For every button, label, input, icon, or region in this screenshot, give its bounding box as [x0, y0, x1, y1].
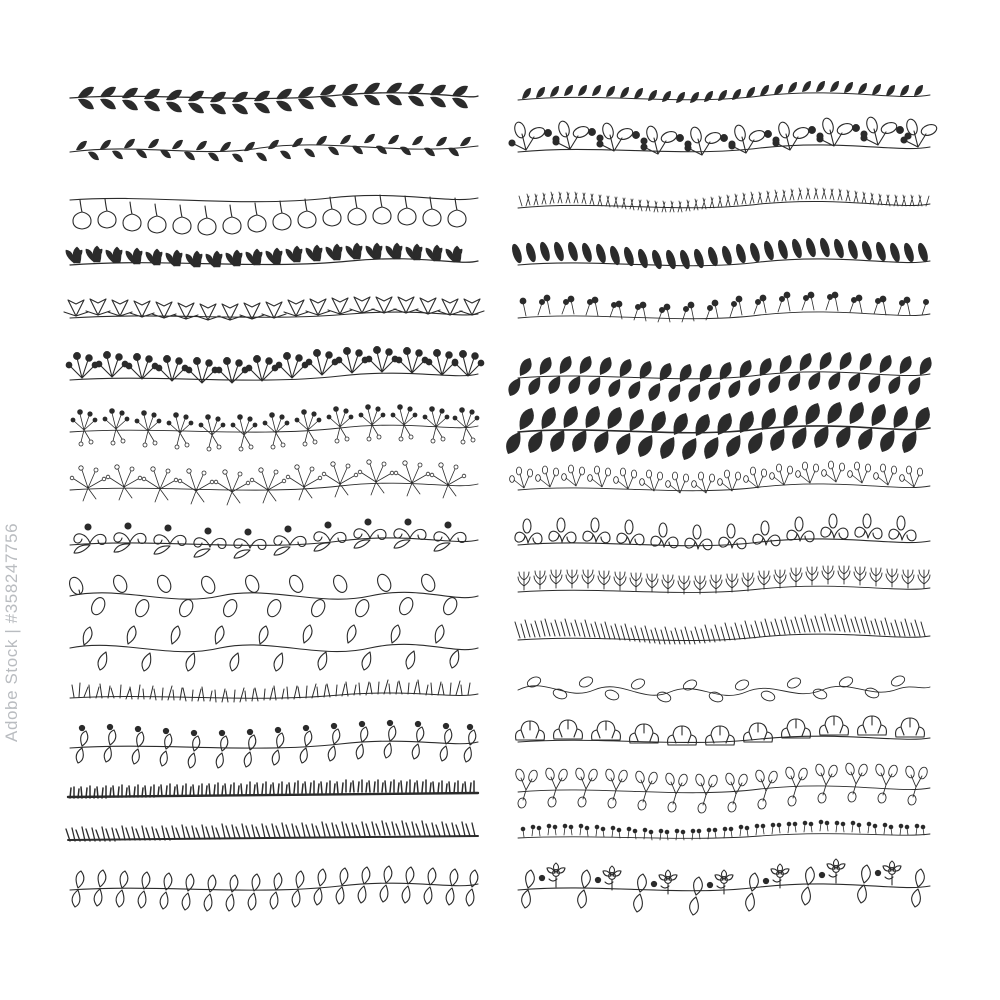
border-scalloped-flower-border	[516, 716, 930, 745]
border-teardrop-leaf-vine	[70, 625, 478, 671]
border-loop-bud-branch	[515, 514, 930, 550]
border-rounded-leaf-vine	[67, 572, 478, 619]
border-berry-cluster-branch	[66, 347, 484, 383]
border-feathered-fern-line	[518, 188, 930, 212]
border-heart-leaf-vine	[70, 195, 478, 235]
border-mixed-flower-leaf-garland	[518, 859, 930, 915]
border-curly-tendril-leaf-vine	[70, 519, 478, 558]
border-curled-vine-line	[518, 674, 930, 704]
border-bold-filled-leaf-chain	[506, 402, 930, 460]
border-small-berry-sprig-row	[70, 405, 479, 451]
border-feather-hatch-line	[66, 821, 478, 841]
border-filled-leaf-chain	[508, 352, 931, 402]
border-tiny-bud-sprig-row	[510, 461, 930, 493]
border-hatched-brush-stroke-line	[68, 780, 478, 798]
border-alternating-small-leaf-branch	[70, 134, 478, 162]
border-wheat-spike-row	[518, 566, 930, 594]
stock-watermark: Adobe Stock | #358247756	[2, 522, 21, 742]
border-solid-petal-row	[510, 237, 930, 270]
border-dotted-stamen-border	[518, 292, 930, 322]
border-oval-petal-vine	[514, 762, 930, 814]
border-ivy-leaf-row	[64, 297, 484, 320]
border-spiky-grass-border	[70, 680, 478, 702]
border-fine-leaf-stem-row	[518, 81, 930, 103]
border-brush-leaf-spray	[515, 614, 930, 644]
border-opposite-pointed-leaf-vine	[70, 83, 478, 115]
border-tiny-dot-fringe-line	[518, 820, 930, 840]
border-dense-filled-leaf-row	[66, 243, 478, 267]
border-leafy-garland-border	[70, 866, 478, 911]
border-berry-and-round-leaf-branch	[509, 116, 938, 155]
border-thin-twig-berry-border	[70, 460, 478, 505]
border-olive-branch-border	[70, 720, 478, 768]
